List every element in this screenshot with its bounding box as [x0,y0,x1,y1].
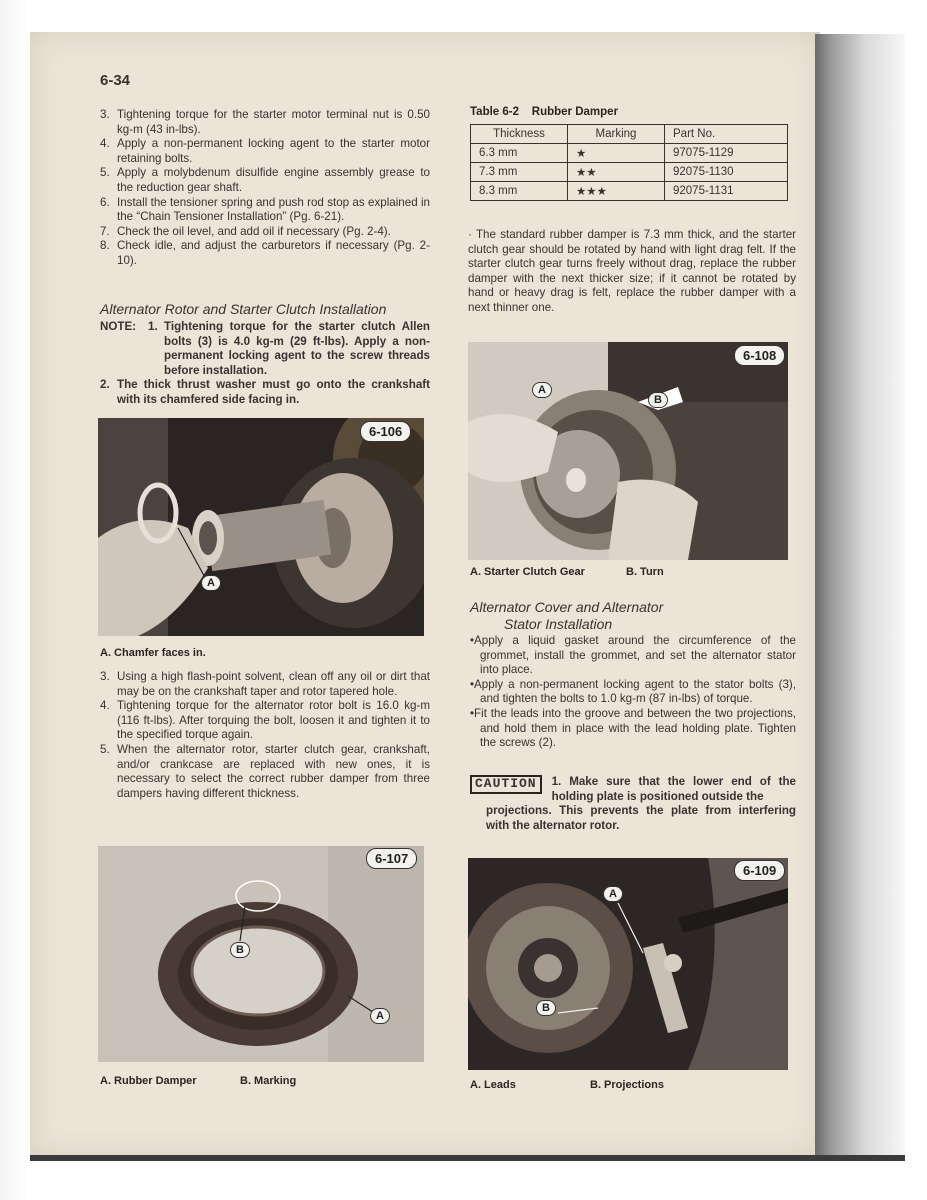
photo-starter-clutch [468,342,788,560]
photo-6-108 [468,342,788,560]
figure-tag: 6-107 [366,848,417,869]
table-row: 8.3 mm ★★★ 92075-1131 [471,182,788,201]
list-item: 8. Check idle, and adjust the carburetors if necessary (Pg. 2-10). [100,239,430,267]
section-heading-rotor: Alternator Rotor and Starter Clutch Installation [100,301,387,317]
figure-tag: 6-108 [734,345,785,366]
figure-caption-b: B. Projections [590,1079,664,1091]
callout-b: B [536,1000,556,1016]
binding-shadow [815,34,905,1162]
list-item: •Apply a liquid gasket around the circumference of the grommet, install the grommet, and set the alternator stator into place. [470,634,796,677]
stator-bullets [470,634,796,751]
section-heading-stator-2: Stator Installation [504,616,613,632]
table-header-row: Thickness Marking Part No. [471,125,788,144]
note-block [100,320,430,408]
callout-b: B [648,392,668,408]
left-steps-top [100,108,430,269]
table-row: 6.3 mm ★ 97075-1129 [471,144,788,163]
photo-crankshaft-washer [98,418,424,636]
note-label: NOTE: [100,320,137,333]
figure-tag: 6-109 [734,860,785,881]
page-number: 6-34 [100,72,131,89]
photo-rubber-damper [98,846,424,1062]
callout-a: A [370,1008,390,1024]
section-heading-stator: Alternator Cover and Alternator [470,599,664,615]
callout-a: A [603,886,623,902]
damper-paragraph: · The standard rubber damper is 7.3 mm thick, and the starter clutch gear should be rotated by hand with light drag felt. If the starter clutch gear turns freely without drag, replace the rubber damper with the next thicker size; if it cannot be rotated by hand or heavy drag is felt, replace the rubber damper with a next thinner one. [468,228,796,314]
list-item: 4. Tightening torque for the alternator rotor bolt is 16.0 kg-m (116 ft-lbs). After torquing the bolt, loosen it and tighten it to the specified torque again. [100,699,430,742]
photo-6-106 [98,418,424,636]
figure-caption-a: A. Leads [470,1079,516,1091]
table-title: Table 6-2 Rubber Damper [470,106,619,118]
figure-caption-a: A. Starter Clutch Gear [470,566,585,578]
list-item: 3. Using a high flash-point solvent, clean off any oil or dirt that may be on the crankshaft taper and rotor tapered hole. [100,670,430,698]
photo-alternator-stator [468,858,788,1070]
photo-6-109 [468,858,788,1070]
list-item: 7. Check the oil level, and add oil if necessary (Pg. 2-4). [100,224,391,238]
figure-caption-b: B. Turn [626,566,664,578]
list-item: •Fit the leads into the groove and between the two projections, and hold them in place with the lead holding plate. Tighten the screws (2). [470,706,796,750]
photo-6-107 [98,846,424,1062]
scan-margin [0,0,30,1200]
list-item: 2. The thick thrust washer must go onto the crankshaft with its chamfered side facing in. [100,378,430,406]
left-steps-bottom [100,670,430,801]
list-item: 3. Tightening torque for the starter motor terminal nut is 0.50 kg-m (43 in-lbs). [100,108,430,136]
callout-b: B [230,942,250,958]
callout-a: A [201,575,221,591]
list-item: 1. Tightening torque for the starter clutch Allen bolts (3) is 4.0 kg-m (29 ft-lbs). Apply a non-permanent locking agent to the screw threads before installation. [148,320,430,377]
rubber-damper-table [470,124,788,201]
list-item: •Apply a non-permanent locking agent to the stator bolts (3), and tighten the bolts to 1.0 kg-m (87 in-lbs) of torque. [470,677,796,706]
callout-a: A [532,382,552,398]
figure-caption-a: A. Rubber Damper [100,1075,197,1087]
caution-badge: CAUTION [470,775,542,794]
figure-caption-b: B. Marking [240,1075,297,1087]
list-item: 6. Install the tensioner spring and push rod stop as explained in the “Chain Tensioner Installation” (Pg. 6-21). [100,195,430,224]
figure-tag: 6-106 [360,421,411,442]
caution-block: CAUTION 1. Make sure that the lower end of the holding plate is positioned outside the projections. This prevents the plate from interfering with the alternator rotor. [470,775,796,833]
list-item: 4. Apply a non-permanent locking agent to the starter motor retaining bolts. [100,137,430,165]
table-row: 7.3 mm ★★ 92075-1130 [471,163,788,182]
list-item: 5. Apply a molybdenum disulfide engine assembly grease to the reduction gear shaft. [100,166,430,194]
figure-caption: A. Chamfer faces in. [100,647,206,659]
list-item: 5. When the alternator rotor, starter clutch gear, crankshaft, and/or crankcase are replaced with new ones, it is necessary to select the correct rubber damper from three dampers having different thickness. [100,742,430,800]
